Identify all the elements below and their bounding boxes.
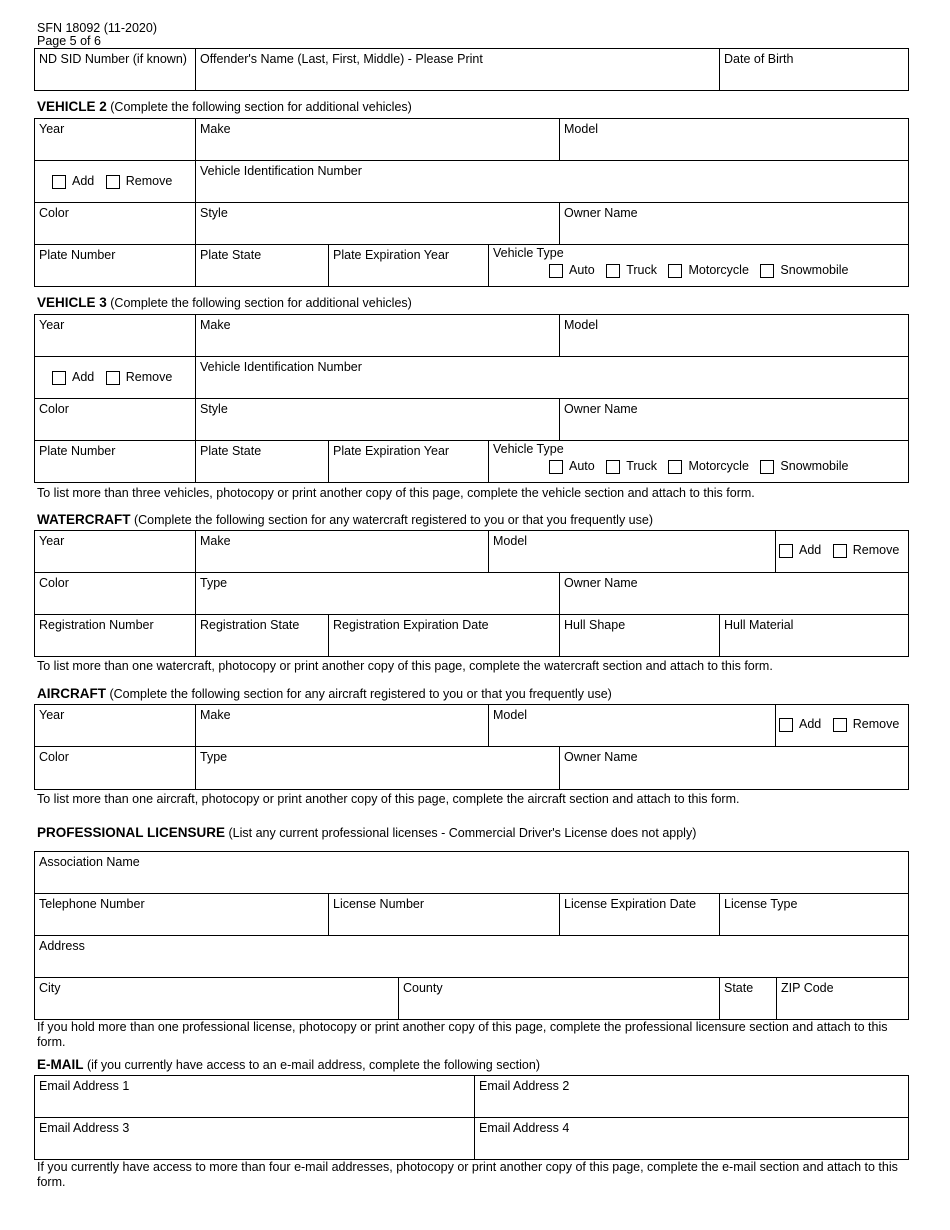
v3-type-snowmobile-label: Snowmobile (780, 459, 849, 473)
licensure-table (34, 851, 909, 1020)
email-table (34, 1075, 909, 1160)
v3-type-motorcycle[interactable] (668, 459, 748, 474)
ac-owner-label: Owner Name (564, 750, 638, 764)
wc-year-label: Year (39, 534, 65, 548)
v3-type-truck[interactable] (606, 459, 657, 474)
v3-year-field[interactable] (35, 315, 196, 357)
v3-add-option[interactable] (52, 370, 94, 385)
wc-owner-field[interactable] (560, 573, 908, 615)
v2-type-truck[interactable] (606, 263, 657, 278)
ac-type-label: Type (200, 750, 228, 764)
offender-box (34, 48, 909, 91)
vehicle2-subtitle: (Complete the following section for additional vehicles) (110, 100, 412, 114)
wc-remove-checkbox[interactable] (833, 544, 847, 558)
dob-field[interactable] (720, 49, 908, 90)
aircraft-table (34, 704, 909, 790)
wc-reg-number-field[interactable] (35, 615, 196, 656)
v3-type-auto-label: Auto (569, 459, 595, 473)
wc-model-label: Model (493, 534, 528, 548)
v2-type-snowmobile-checkbox[interactable] (760, 264, 774, 278)
v3-type-truck-label: Truck (626, 459, 657, 473)
v3-color-label: Color (39, 402, 69, 416)
v2-remove-option[interactable] (106, 174, 173, 189)
v2-color-label: Color (39, 206, 69, 220)
v3-remove-option[interactable] (106, 370, 173, 385)
v2-add-option[interactable] (52, 174, 94, 189)
lic-exp-label: License Expiration Date (564, 897, 697, 911)
v3-plate-state-label: Plate State (200, 444, 262, 458)
v3-make-label: Make (200, 318, 231, 332)
v2-model-field[interactable] (560, 119, 908, 161)
v2-add-checkbox[interactable] (52, 175, 66, 189)
ac-make-field[interactable] (196, 705, 489, 747)
v3-add-checkbox[interactable] (52, 371, 66, 385)
email-note: If you currently have access to more than four e-mail addresses, photocopy or print another copy of this page, complete the e-mail section and attach to this form. (37, 1160, 898, 1189)
lic-type-field[interactable] (720, 894, 908, 936)
wc-add-label: Add (799, 543, 822, 557)
lic-county-label: County (403, 981, 443, 995)
v2-vin-field[interactable] (196, 161, 908, 203)
ac-year-label: Year (39, 708, 65, 722)
wc-reg-state-label: Registration State (200, 618, 300, 632)
v3-type-motorcycle-checkbox[interactable] (668, 460, 682, 474)
v3-owner-label: Owner Name (564, 402, 638, 416)
dob-label: Date of Birth (724, 52, 794, 66)
v2-plate-number-label: Plate Number (39, 248, 116, 262)
v2-year-label: Year (39, 122, 65, 136)
ac-year-field[interactable] (35, 705, 196, 747)
vehicle-note: To list more than three vehicles, photocopy or print another copy of this page, complete the vehicle section and attach to this form. (37, 486, 755, 500)
wc-color-field[interactable] (35, 573, 196, 615)
ac-model-field[interactable] (489, 705, 776, 747)
ac-color-label: Color (39, 750, 69, 764)
v3-type-truck-checkbox[interactable] (606, 460, 620, 474)
v2-plate-state-field[interactable] (196, 245, 329, 286)
lic-state-field[interactable] (720, 978, 777, 1019)
lic-address-field[interactable] (35, 936, 908, 978)
watercraft-title: WATERCRAFT (37, 512, 131, 527)
lic-exp-field[interactable] (560, 894, 720, 936)
aircraft-note: To list more than one aircraft, photocopy or print another copy of this page, complete the aircraft section and attach to this form. (37, 792, 740, 806)
v2-type-truck-label: Truck (626, 263, 657, 277)
watercraft-note: To list more than one watercraft, photocopy or print another copy of this page, complete the watercraft section and attach to this form. (37, 659, 773, 673)
wc-type-label: Type (200, 576, 228, 590)
v2-type-auto[interactable] (549, 263, 595, 278)
wc-make-field[interactable] (196, 531, 489, 573)
v3-model-label: Model (564, 318, 599, 332)
v2-remove-checkbox[interactable] (106, 175, 120, 189)
v2-plate-number-field[interactable] (35, 245, 196, 286)
v2-make-field[interactable] (196, 119, 560, 161)
wc-add-checkbox[interactable] (779, 544, 793, 558)
ac-type-field[interactable] (196, 747, 560, 789)
v2-type-truck-checkbox[interactable] (606, 264, 620, 278)
lic-city-label: City (39, 981, 61, 995)
lic-state-label: State (724, 981, 754, 995)
v2-type-snowmobile-label: Snowmobile (780, 263, 849, 277)
v2-owner-field[interactable] (560, 203, 908, 245)
licensure-note: If you hold more than one professional license, photocopy or print another copy of this page, complete the professional licensure section and attach to this form. (37, 1020, 888, 1049)
v3-remove-checkbox[interactable] (106, 371, 120, 385)
vehicle3-table (34, 314, 909, 483)
v3-vehicle-type-label: Vehicle Type (493, 442, 564, 456)
v3-type-auto-checkbox[interactable] (549, 460, 563, 474)
wc-remove-label: Remove (852, 543, 900, 557)
v2-make-label: Make (200, 122, 231, 136)
wc-remove-option[interactable] (833, 543, 900, 558)
watercraft-table (34, 530, 909, 657)
vehicle3-heading (37, 295, 412, 311)
wc-reg-exp-field[interactable] (329, 615, 560, 656)
v2-add-label: Add (72, 174, 95, 188)
email1-field[interactable] (35, 1076, 475, 1118)
email2-field[interactable] (475, 1076, 908, 1118)
ac-owner-field[interactable] (560, 747, 908, 789)
email-heading (37, 1057, 540, 1073)
page-number: Page 5 of 6 (37, 34, 101, 48)
vehicle3-subtitle: (Complete the following section for additional vehicles) (110, 296, 412, 310)
lic-number-label: License Number (333, 897, 425, 911)
v3-remove-label: Remove (125, 370, 173, 384)
v3-plate-number-field[interactable] (35, 441, 196, 482)
lic-number-field[interactable] (329, 894, 560, 936)
email-title: E-MAIL (37, 1057, 84, 1072)
v3-style-field[interactable] (196, 399, 560, 441)
wc-add-option[interactable] (779, 543, 821, 558)
lic-zip-field[interactable] (777, 978, 908, 1019)
v2-owner-label: Owner Name (564, 206, 638, 220)
v3-vin-field[interactable] (196, 357, 908, 399)
v2-plate-state-label: Plate State (200, 248, 262, 262)
wc-make-label: Make (200, 534, 231, 548)
aircraft-title: AIRCRAFT (37, 686, 106, 701)
v2-type-motorcycle[interactable] (668, 263, 748, 278)
vehicle2-heading (37, 99, 412, 115)
v3-year-label: Year (39, 318, 65, 332)
ac-add-remove (776, 705, 908, 747)
form-id: SFN 18092 (11-2020) (37, 21, 157, 35)
email3-label: Email Address 3 (39, 1121, 130, 1135)
email2-label: Email Address 2 (479, 1079, 570, 1093)
wc-model-field[interactable] (489, 531, 776, 573)
ac-color-field[interactable] (35, 747, 196, 789)
v2-vehicle-type (489, 245, 908, 286)
ac-make-label: Make (200, 708, 231, 722)
ac-add-checkbox[interactable] (779, 718, 793, 732)
v3-style-label: Style (200, 402, 228, 416)
v3-color-field[interactable] (35, 399, 196, 441)
licensure-subtitle: (List any current professional licenses - Commercial Driver's License does not apply) (228, 826, 697, 840)
v2-style-field[interactable] (196, 203, 560, 245)
wc-type-field[interactable] (196, 573, 560, 615)
v3-plate-exp-label: Plate Expiration Year (333, 444, 450, 458)
wc-color-label: Color (39, 576, 69, 590)
ac-model-label: Model (493, 708, 528, 722)
v3-vin-label: Vehicle Identification Number (200, 360, 362, 374)
v3-plate-state-field[interactable] (196, 441, 329, 482)
wc-reg-exp-label: Registration Expiration Date (333, 618, 489, 632)
v3-add-remove (35, 357, 196, 399)
v2-type-snowmobile[interactable] (760, 263, 848, 278)
lic-county-field[interactable] (399, 978, 720, 1019)
v2-model-label: Model (564, 122, 599, 136)
email4-label: Email Address 4 (479, 1121, 570, 1135)
v3-make-field[interactable] (196, 315, 560, 357)
v2-plate-exp-field[interactable] (329, 245, 489, 286)
v2-vin-label: Vehicle Identification Number (200, 164, 362, 178)
v2-add-remove (35, 161, 196, 203)
wc-owner-label: Owner Name (564, 576, 638, 590)
wc-add-remove (776, 531, 908, 573)
lic-type-label: License Type (724, 897, 798, 911)
v3-type-snowmobile-checkbox[interactable] (760, 460, 774, 474)
v2-color-field[interactable] (35, 203, 196, 245)
lic-telephone-label: Telephone Number (39, 897, 145, 911)
v2-year-field[interactable] (35, 119, 196, 161)
v2-vehicle-type-label: Vehicle Type (493, 246, 564, 260)
licensure-title: PROFESSIONAL LICENSURE (37, 825, 226, 840)
v3-add-label: Add (72, 370, 95, 384)
v2-plate-exp-label: Plate Expiration Year (333, 248, 450, 262)
sid-field[interactable] (35, 49, 196, 90)
v3-owner-field[interactable] (560, 399, 908, 441)
wc-reg-number-label: Registration Number (39, 618, 154, 632)
v2-type-motorcycle-checkbox[interactable] (668, 264, 682, 278)
ac-remove-checkbox[interactable] (833, 718, 847, 732)
v3-type-auto[interactable] (549, 459, 595, 474)
v2-style-label: Style (200, 206, 228, 220)
v2-type-auto-checkbox[interactable] (549, 264, 563, 278)
offender-name-label: Offender's Name (Last, First, Middle) - Please Print (200, 52, 483, 66)
v3-vehicle-type (489, 441, 908, 482)
aircraft-subtitle: (Complete the following section for any aircraft registered to you or that you frequently use) (109, 687, 612, 701)
email4-field[interactable] (475, 1118, 908, 1159)
vehicle3-title: VEHICLE 3 (37, 295, 107, 310)
wc-hull-material-label: Hull Material (724, 618, 794, 632)
ac-add-option[interactable] (779, 717, 821, 732)
v3-model-field[interactable] (560, 315, 908, 357)
lic-telephone-field[interactable] (35, 894, 329, 936)
v3-type-snowmobile[interactable] (760, 459, 848, 474)
lic-association-label: Association Name (39, 855, 140, 869)
lic-city-field[interactable] (35, 978, 399, 1019)
lic-association-field[interactable] (35, 852, 908, 894)
email-subtitle: (if you currently have access to an e-mail address, complete the following section) (86, 1058, 540, 1072)
v2-type-auto-label: Auto (569, 263, 595, 277)
licensure-heading (37, 825, 696, 841)
ac-remove-option[interactable] (833, 717, 900, 732)
vehicle2-title: VEHICLE 2 (37, 99, 107, 114)
watercraft-heading (37, 512, 653, 528)
lic-address-label: Address (39, 939, 85, 953)
v3-type-motorcycle-label: Motorcycle (688, 459, 749, 473)
v2-type-motorcycle-label: Motorcycle (688, 263, 749, 277)
v3-plate-exp-field[interactable] (329, 441, 489, 482)
wc-reg-state-field[interactable] (196, 615, 329, 656)
vehicle2-table (34, 118, 909, 287)
wc-hull-shape-field[interactable] (560, 615, 720, 656)
aircraft-heading (37, 686, 612, 702)
v2-remove-label: Remove (125, 174, 173, 188)
wc-year-field[interactable] (35, 531, 196, 573)
email1-label: Email Address 1 (39, 1079, 130, 1093)
wc-hull-shape-label: Hull Shape (564, 618, 626, 632)
lic-zip-label: ZIP Code (781, 981, 834, 995)
offender-name-field[interactable] (196, 49, 720, 90)
watercraft-subtitle: (Complete the following section for any watercraft registered to you or that you frequently use) (133, 513, 653, 527)
wc-hull-material-field[interactable] (720, 615, 908, 656)
v3-plate-number-label: Plate Number (39, 444, 116, 458)
ac-add-label: Add (799, 717, 822, 731)
email3-field[interactable] (35, 1118, 475, 1159)
sid-label: ND SID Number (if known) (39, 52, 187, 66)
ac-remove-label: Remove (852, 717, 900, 731)
